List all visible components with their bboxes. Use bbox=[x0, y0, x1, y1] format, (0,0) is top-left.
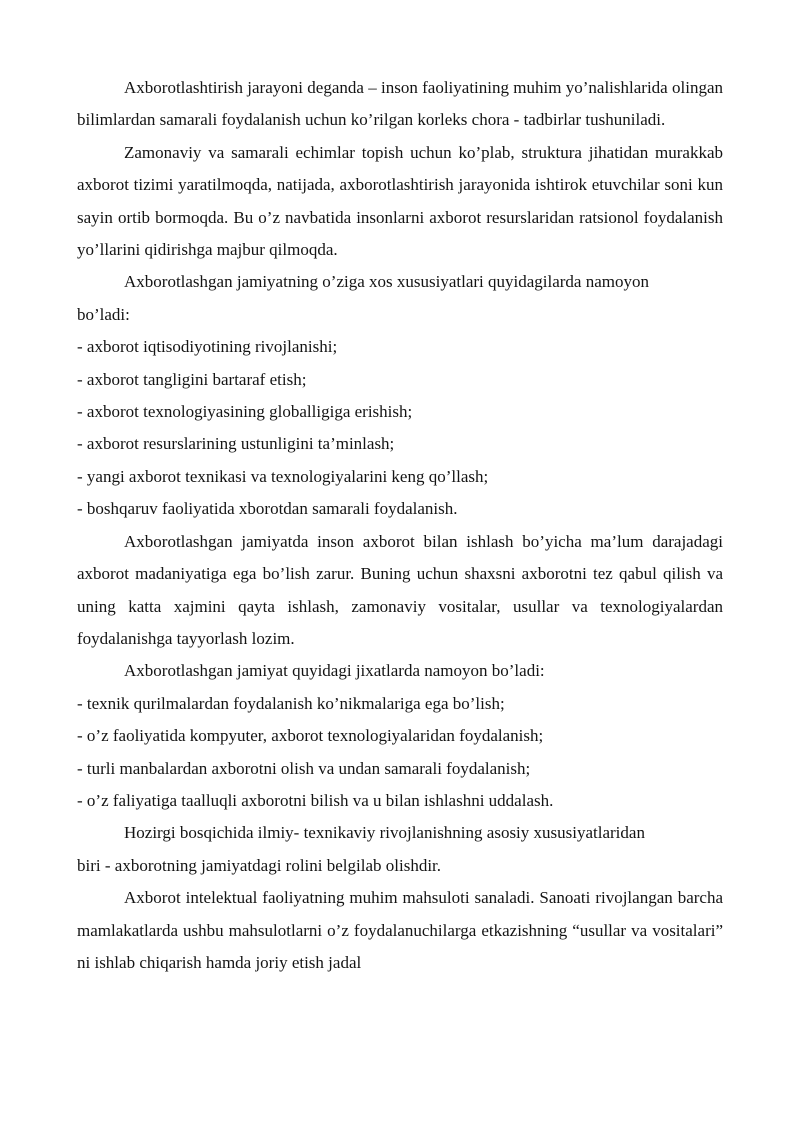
text-line: Hozirgi bosqichida ilmiy- texnikaviy rivojlanishning asosiy xususiyatlaridan bbox=[124, 823, 645, 843]
paragraph-informatization-definition: Axborotlashtirish jarayoni deganda – inson faoliyatining muhim yo’nalishlarida olingan bilimlardan samarali foydalanish uchun ko’rilgan korleks chora - tadbirlar tushuniladi. bbox=[77, 78, 723, 130]
list-item: - axborot tangligini bartaraf etish; bbox=[77, 369, 307, 389]
paragraph-modern-solutions: Zamonaviy va samarali echimlar topish uchun ko’plab, struktura jihatidan murakkab axborot tizimi yaratilmoqda, natijada, axborotlashtirish jarayonida ishtirok etuvchilar soni kun sayin ortib bormoqda. Bu o’z navbatida insonlarni axborot resurslaridan ratsionol foydalanish yo’llarini qidirishga majbur qilmoqda. bbox=[77, 142, 723, 260]
text-line: Axborotlashgan jamiyatning o’ziga xos xususiyatlari quyidagilarda namoyon bbox=[124, 272, 649, 292]
paragraph-society-features-intro bbox=[77, 266, 723, 331]
list-item: - o’z faliyatiga taalluqli axborotni bilish va u bilan ishlashni uddalash. bbox=[77, 790, 554, 810]
list-item: - texnik qurilmalardan foydalanish ko’nikmalariga ega bo’lish; bbox=[77, 693, 505, 713]
society-features-list bbox=[77, 331, 723, 525]
list-item: - o’z faoliyatida kompyuter, axborot texnologiyalaridan foydalanish; bbox=[77, 726, 544, 746]
list-item: - axborot iqtisodiyotining rivojlanishi; bbox=[77, 337, 338, 357]
list-item: - axborot resurslarining ustunligini ta’minlash; bbox=[77, 434, 395, 454]
list-item: - yangi axborot texnikasi va texnologiyalarini keng qo’llash; bbox=[77, 466, 489, 486]
text-line: biri - axborotning jamiyatdagi rolini belgilab olishdir. bbox=[77, 855, 442, 875]
document-page bbox=[77, 72, 723, 979]
text-line: bo’ladi: bbox=[77, 304, 130, 324]
paragraph-intellectual-product: Axborot intelektual faoliyatning muhim mahsuloti sanaladi. Sanoati rivojlangan barcha mamlakatlarda ushbu mahsulotlarni o’z foydalanuchilarga etkazishning “usullar va vositalari” ni ishlab chiqarish hamda joriy etish jadal bbox=[77, 888, 723, 972]
paragraph-current-stage bbox=[77, 817, 723, 882]
list-item: - axborot texnologiyasining globalligiga erishish; bbox=[77, 402, 413, 422]
society-aspects-list bbox=[77, 688, 723, 818]
paragraph-society-aspects-intro: Axborotlashgan jamiyat quyidagi jixatlarda namoyon bo’ladi: bbox=[124, 661, 545, 681]
list-item: - turli manbalardan axborotni olish va undan samarali foydalanish; bbox=[77, 758, 531, 778]
list-item: - boshqaruv faoliyatida xborotdan samarali foydalanish. bbox=[77, 499, 458, 519]
paragraph-information-culture: Axborotlashgan jamiyatda inson axborot bilan ishlash bo’yicha ma’lum darajadagi axborot madaniyatiga ega bo’lish zarur. Buning uchun shaxsni axborotni tez qabul qilish va uning katta xajmini qayta ishlash, zamonaviy vositalar, usullar va texnologiyalardan foydalanishga tayyorlash lozim. bbox=[77, 531, 723, 648]
